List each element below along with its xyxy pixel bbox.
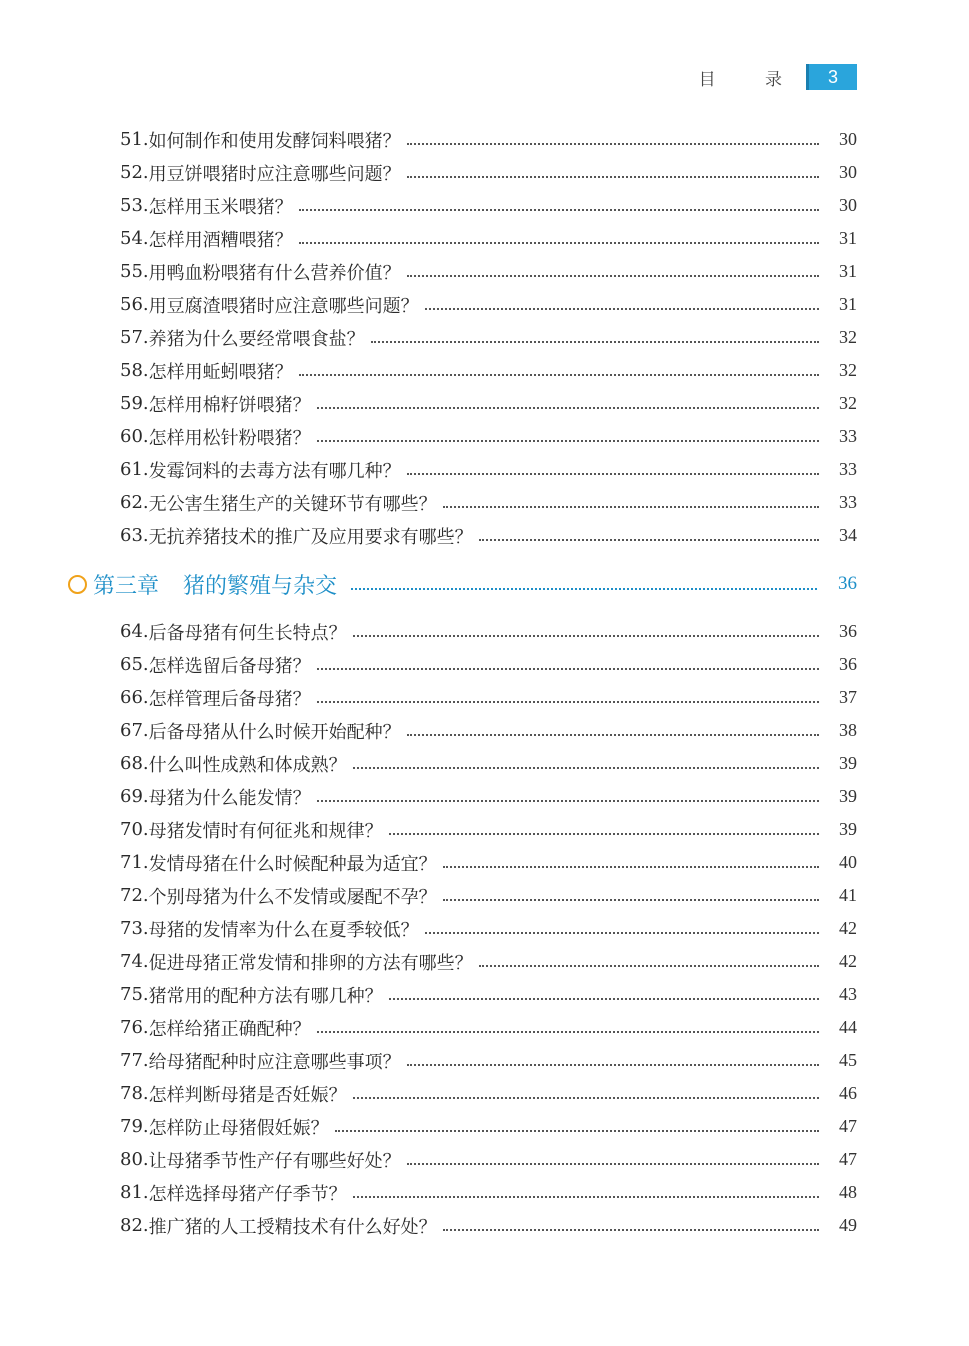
entry-number: 58. [120,360,149,381]
entry-title: 无公害生猪生产的关键环节有哪些？ [148,493,437,515]
entry-title: 什么叫性成熟和体成熟？ [148,754,347,776]
leader-dots [479,538,819,541]
entry-number: 73. [120,918,149,939]
toc-entry[interactable] [120,189,857,222]
entry-number: 55. [120,261,149,282]
entry-page: 39 [839,786,857,806]
circle-icon [68,575,87,594]
entry-title: 怎样用酒糟喂猪？ [148,229,293,251]
entry-number: 71. [120,852,149,873]
entry-title: 如何制作和使用发酵饲料喂猪？ [148,130,401,152]
toc-entry[interactable] [120,879,857,912]
leader-dots [335,1129,819,1132]
entry-number: 80. [120,1149,149,1170]
leader-dots [299,241,819,244]
entry-number: 63. [120,525,149,546]
entry-number: 76. [120,1017,149,1038]
entry-number: 59. [120,393,149,414]
toc-entry[interactable] [120,714,857,747]
toc-entry[interactable] [120,1176,857,1209]
entry-title: 养猪为什么要经常喂食盐？ [148,328,365,350]
toc-entry[interactable] [120,486,857,519]
entry-page: 30 [839,195,857,215]
leader-dots [425,307,819,310]
entry-title: 怎样给猪正确配种？ [148,1018,311,1040]
entry-title: 怎样选留后备母猪？ [148,655,311,677]
leader-dots [407,175,819,178]
entry-title: 发霉饲料的去毒方法有哪几种？ [148,460,401,482]
page-number-badge: 3 [806,64,857,90]
entry-number: 57. [120,327,149,348]
header-title: 目 录 [698,69,804,90]
chapter-label: 第三章 [93,573,160,599]
entry-number: 69. [120,786,149,807]
toc-entry[interactable] [120,912,857,945]
entry-number: 53. [120,195,149,216]
entry-title: 无抗养猪技术的推广及应用要求有哪些？ [148,526,473,548]
leader-dots [443,505,819,508]
entry-page: 31 [839,228,857,248]
toc-entry[interactable] [120,321,857,354]
entry-page: 32 [839,360,857,380]
leader-dots [353,766,819,769]
leader-dots [389,832,819,835]
entry-title: 用鸭血粉喂猪有什么营养价值？ [148,262,401,284]
entry-number: 70. [120,819,149,840]
leader-dots [407,1162,819,1165]
entry-page: 47 [839,1149,857,1169]
entry-page: 32 [839,393,857,413]
toc-entry[interactable] [120,420,857,453]
entry-title: 怎样用玉米喂猪？ [148,196,293,218]
entry-page: 31 [839,261,857,281]
entry-page: 45 [839,1050,857,1070]
entry-number: 65. [120,654,149,675]
toc-entry[interactable] [120,780,857,813]
entry-title: 母猪的发情率为什么在夏季较低？ [148,919,419,941]
toc-entry[interactable] [120,1143,857,1176]
leader-dots [443,1228,819,1231]
toc-entry[interactable] [120,288,857,321]
leader-dots [317,700,819,703]
entry-title: 怎样判断母猪是否妊娠？ [148,1084,347,1106]
page-header [699,64,857,90]
chapter-page: 36 [838,573,857,594]
entry-page: 42 [839,918,857,938]
toc-entry[interactable] [120,123,857,156]
leader-dots [407,1063,819,1066]
leader-dots [317,406,819,409]
entry-title: 发情母猪在什么时候配种最为适宜？ [148,853,437,875]
entry-page: 48 [839,1182,857,1202]
entry-title: 怎样用棉籽饼喂猪？ [148,394,311,416]
entry-page: 47 [839,1116,857,1136]
entry-page: 36 [839,621,857,641]
toc-entry[interactable] [120,681,857,714]
toc-entry[interactable] [120,1209,857,1242]
entry-number: 79. [120,1116,149,1137]
entry-title: 怎样选择母猪产仔季节？ [148,1183,347,1205]
leader-dots [443,898,819,901]
entry-number: 68. [120,753,149,774]
entry-number: 78. [120,1083,149,1104]
entry-title: 推广猪的人工授精技术有什么好处？ [148,1216,437,1238]
entry-page: 44 [839,1017,857,1037]
entry-number: 67. [120,720,149,741]
leader-dots [317,799,819,802]
toc-entry[interactable] [120,978,857,1011]
entry-page: 30 [839,129,857,149]
entry-title: 用豆腐渣喂猪时应注意哪些问题？ [148,295,419,317]
entry-page: 41 [839,885,857,905]
entry-number: 61. [120,459,149,480]
toc-entry[interactable] [120,453,857,486]
entry-number: 51. [120,129,149,150]
entry-page: 33 [839,492,857,512]
leader-dots [479,964,819,967]
entry-page: 43 [839,984,857,1004]
entry-title: 怎样防止母猪假妊娠？ [148,1117,329,1139]
entry-page: 31 [839,294,857,314]
chapter-heading[interactable] [68,566,857,602]
entry-page: 49 [839,1215,857,1235]
leader-dots [443,865,819,868]
leader-dots [317,667,819,670]
leader-dots [389,997,819,1000]
toc-entry[interactable] [120,1110,857,1143]
toc-entry[interactable] [120,1011,857,1044]
entry-number: 66. [120,687,149,708]
entry-number: 77. [120,1050,149,1071]
entry-number: 75. [120,984,149,1005]
toc-entry[interactable] [120,813,857,846]
leader-dots [371,340,819,343]
entry-number: 81. [120,1182,149,1203]
entry-number: 64. [120,621,149,642]
leader-dots [351,588,817,590]
entry-title: 母猪为什么能发情？ [148,787,311,809]
entry-page: 33 [839,459,857,479]
leader-dots [317,439,819,442]
leader-dots [407,472,819,475]
leader-dots [407,142,819,145]
entry-page: 42 [839,951,857,971]
toc-entry[interactable] [120,519,857,552]
leader-dots [407,733,819,736]
entry-title: 后备母猪从什么时候开始配种？ [148,721,401,743]
entry-page: 34 [839,525,857,545]
leader-dots [353,1195,819,1198]
entry-number: 62. [120,492,149,513]
entry-title: 后备母猪有何生长特点？ [148,622,347,644]
toc-entry[interactable] [120,255,857,288]
toc-entry[interactable] [120,354,857,387]
leader-dots [299,208,819,211]
entry-number: 56. [120,294,149,315]
toc-entry[interactable] [120,615,857,648]
toc-entry[interactable] [120,156,857,189]
entry-number: 82. [120,1215,149,1236]
toc-entry[interactable] [120,846,857,879]
entry-page: 39 [839,819,857,839]
leader-dots [299,373,819,376]
toc-entry[interactable] [120,648,857,681]
toc-entry[interactable] [120,945,857,978]
entry-title: 怎样用蚯蚓喂猪？ [148,361,293,383]
toc-entry[interactable] [120,1077,857,1110]
entry-page: 37 [839,687,857,707]
entry-title: 给母猪配种时应注意哪些事项？ [148,1051,401,1073]
entry-page: 30 [839,162,857,182]
entry-title: 母猪发情时有何征兆和规律？ [148,820,383,842]
entry-number: 54. [120,228,149,249]
leader-dots [407,274,819,277]
entry-page: 40 [839,852,857,872]
toc-entry[interactable] [120,747,857,780]
entry-number: 60. [120,426,149,447]
leader-dots [353,634,819,637]
entry-page: 39 [839,753,857,773]
toc-entry[interactable] [120,1044,857,1077]
entry-number: 72. [120,885,149,906]
chapter-title: 猪的繁殖与杂交 [183,573,338,599]
entry-title: 用豆饼喂猪时应注意哪些问题？ [148,163,401,185]
entry-page: 36 [839,654,857,674]
leader-dots [317,1030,819,1033]
entry-page: 38 [839,720,857,740]
entry-title: 促进母猪正常发情和排卵的方法有哪些？ [148,952,473,974]
leader-dots [353,1096,819,1099]
entry-page: 33 [839,426,857,446]
entry-title: 怎样用松针粉喂猪？ [148,427,311,449]
leader-dots [425,931,819,934]
entry-title: 怎样管理后备母猪？ [148,688,311,710]
entry-page: 32 [839,327,857,347]
toc-entry[interactable] [120,222,857,255]
entry-number: 52. [120,162,149,183]
toc-entry[interactable] [120,387,857,420]
entry-number: 74. [120,951,149,972]
entry-title: 让母猪季节性产仔有哪些好处？ [148,1150,401,1172]
entry-page: 46 [839,1083,857,1103]
entry-title: 猪常用的配种方法有哪几种？ [148,985,383,1007]
entry-title: 个别母猪为什么不发情或屡配不孕？ [148,886,437,908]
